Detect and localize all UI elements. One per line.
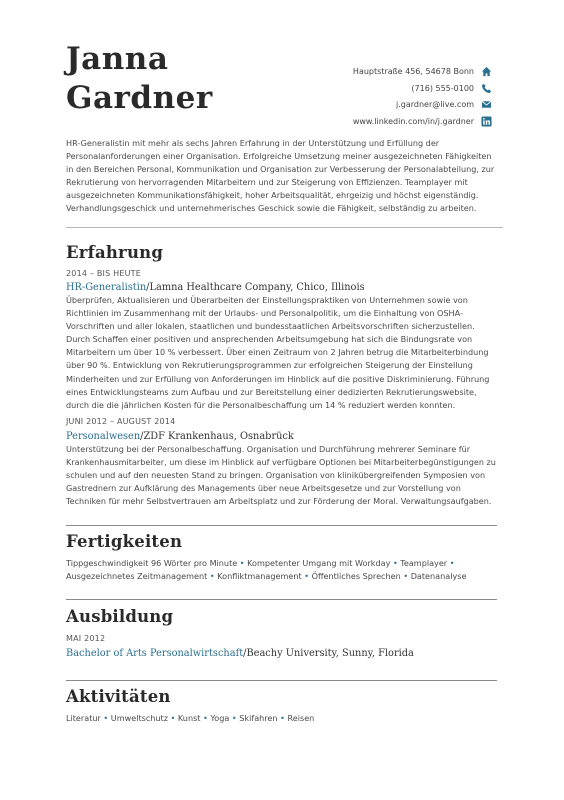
contact-linkedin[interactable] bbox=[262, 114, 492, 129]
experience-divider bbox=[66, 525, 497, 526]
skill-item: Teamplayer bbox=[400, 558, 448, 568]
address-text: Hauptstraße 456, 54678 Bonn bbox=[352, 67, 474, 76]
contact-email[interactable] bbox=[262, 97, 492, 112]
experience-heading: Erfahrung bbox=[66, 243, 164, 262]
home-icon bbox=[480, 66, 492, 78]
linkedin-icon bbox=[480, 115, 492, 127]
education-degree: Bachelor of Arts Personalwirtschaft bbox=[66, 648, 244, 659]
job-2-company: /ZDF Krankenhaus, Osnabrück bbox=[140, 431, 294, 442]
job-2-role: Personalwesen bbox=[66, 431, 141, 442]
email-text[interactable]: j.gardner@live.com bbox=[396, 100, 474, 110]
skill-item: Öffentliches Sprechen bbox=[311, 571, 401, 582]
job-2-title bbox=[66, 430, 294, 443]
education-heading: Ausbildung bbox=[66, 607, 174, 626]
education-date: MAI 2012 bbox=[66, 634, 106, 643]
activity-item: Literatur bbox=[66, 713, 101, 723]
education-school: /Beachy University, Sunny, Florida bbox=[243, 648, 414, 659]
education-degree-line bbox=[66, 647, 414, 660]
activities-heading: Aktivitäten bbox=[66, 687, 171, 706]
contact-block bbox=[262, 64, 492, 130]
skills-list: Tippgeschwindigkeit 96 Wörter pro Minute • Kompetenter Umgang mit Workday • Teamplayer • Ausgezeichnetes Zeitmanagement • Konfliktmanagement • Öffentliches Sprechen • Datenanalyse bbox=[66, 558, 467, 582]
skill-item: Konfliktmanagement bbox=[217, 571, 302, 582]
activity-item: Reisen bbox=[287, 713, 315, 723]
job-2-description: Unterstützung bei der Personalbeschaffung. Organisation und Durchführung mehrerer Seminare für Krankenhausmitarbeiter, um diese im Hinblick auf verfügbare Optionen bei Mitarbeiterbegünstigungen zu schulen und auf den neuesten Stand zu bringen. Organisation von klinikübergreifenden Symposien von Gastrednern zur Aufklärung des Managements über neue Arbeitsgesetze und zur Vorstellung von Techniken für mehr Selbstvertrauen am Arbeitsplatz und zur Förderung der Moral. Verwaltungsaufgaben. bbox=[66, 444, 496, 507]
email-icon bbox=[480, 99, 492, 111]
activity-item: Umweltschutz bbox=[110, 713, 168, 723]
job-1-title bbox=[66, 281, 365, 294]
activity-item: Skifahren bbox=[239, 713, 278, 723]
contact-address bbox=[262, 64, 492, 79]
last-name: Gardner bbox=[66, 80, 213, 116]
education-divider bbox=[66, 680, 497, 681]
skill-item: Kompetenter Umgang mit Workday bbox=[247, 558, 391, 568]
phone-icon bbox=[480, 82, 492, 94]
summary-text: HR-Generalistin mit mehr als sechs Jahren Erfahrung in der Unterstützung und Erfüllung der Personalanforderungen einer Organisation. Erfolgreiche Umsetzung meiner ausgezeichneten Fähigkeiten in den Bereichen Personal, Kommunikation und Organisation zur Verbesserung der Personalabteilung, zur Rekrutierung von hervorragenden Mitarbeitern und zur Steigerung von Effizienzen. Teamplayer mit ausgezeichneten Kommunikationsfähigkeit, hoher Arbeitsqualität, ehrgeizig und höchst eigenständig. Verhandlungsgeschick und unternehmerisches Geschick sowie die Fähigkeit, selbständig zu arbeiten. bbox=[66, 138, 495, 214]
skills-heading: Fertigkeiten bbox=[66, 532, 183, 551]
job-1-description: Überprüfen, Aktualisieren und Überarbeiten der Einstellungspraktiken von Unternehmen sowie von Richtlinien im Zusammenhang mit der Urlaubs- und Personalpolitik, um die Einhaltung von OSHA-Vorschriften und aller lokalen, staatlichen und bundesstaatlichen Arbeitsvorschriften sicherzustellen. Durch Schaffen einer positiven und ansprechenden Arbeitsumgebung hat sich die Bindungsrate von Mitarbeitern um über 10 % verbessert. Über einen Zeitraum von 2 Jahren betrug die Mitarbeiterbindung über 90 %. Entwicklung von Rekrutierungsprogrammen zur erfolgreichen Steigerung der Einstellung Minderheiten und zur Erfüllung von Anforderungen im Hinblick auf die positive Diskriminierung. Führung eines Entwicklungsteams zum Aufbau und zur Bereitstellung einer dedizierten Rekrutierungswebsite, durch die die jährlichen Kosten für die Personalbeschaffung um 14 % reduziert werden konnten. bbox=[66, 295, 490, 410]
skill-item: Tippgeschwindigkeit 96 Wörter pro Minute bbox=[66, 558, 238, 568]
skill-item: Ausgezeichnetes Zeitmanagement bbox=[66, 571, 208, 582]
phone-text: (716) 555-0100 bbox=[411, 83, 474, 93]
job-1-dates: 2014 – BIS HEUTE bbox=[66, 269, 141, 278]
candidate-name bbox=[66, 40, 213, 118]
job-1-role: HR-Generalistin bbox=[66, 282, 147, 293]
job-1-company: /Lamna Healthcare Company, Chico, Illinois bbox=[146, 282, 365, 293]
summary-divider bbox=[66, 227, 503, 228]
activity-item: Kunst bbox=[177, 713, 201, 723]
skill-item: Datenanalyse bbox=[410, 571, 467, 582]
contact-phone bbox=[262, 81, 492, 96]
linkedin-text[interactable]: www.linkedin.com/in/j.gardner bbox=[352, 116, 474, 126]
activities-list: Literatur • Umweltschutz • Kunst • Yoga • Skifahren • Reisen bbox=[66, 713, 315, 723]
job-2-dates: JUNI 2012 – AUGUST 2014 bbox=[66, 417, 176, 426]
activity-item: Yoga bbox=[210, 713, 230, 723]
first-name: Janna bbox=[66, 41, 169, 77]
skills-divider bbox=[66, 599, 497, 600]
